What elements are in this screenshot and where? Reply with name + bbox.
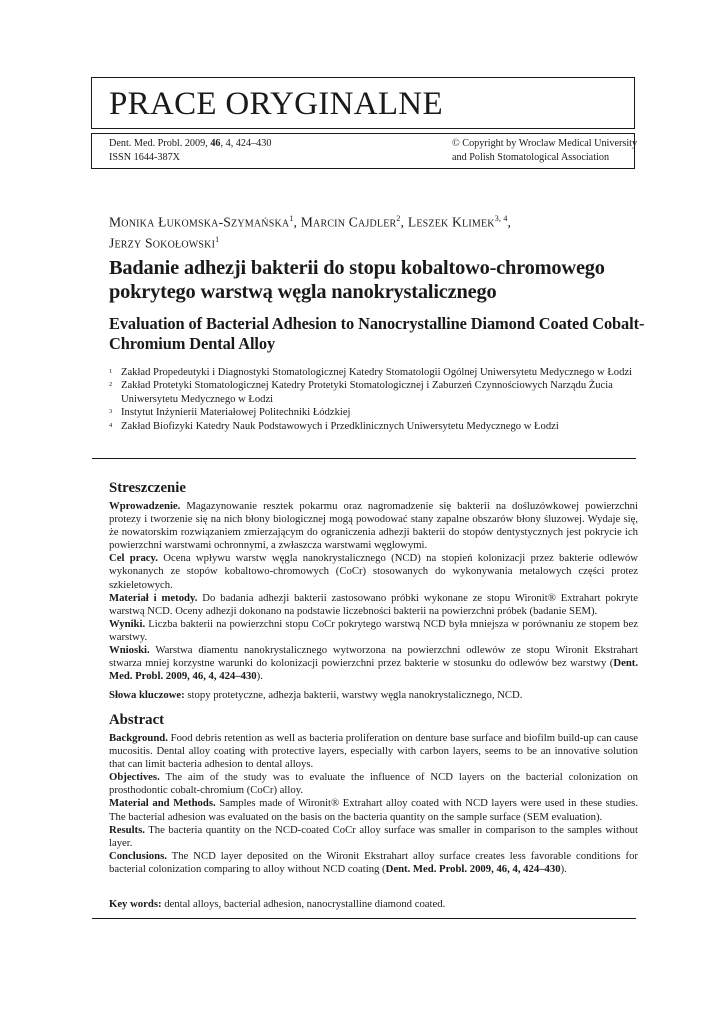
journal-citation [109,137,271,165]
affiliation-item [109,420,639,433]
paragraph-text: Liczba bakterii na powierzchni stopu CoCr pokrytego warstwą NCD była mniejsza w porównaniu ze stopem bez warstwy. [109,617,638,643]
paragraph-tail: ). [560,862,567,875]
paragraph-text: Ocena wpływu warstw węgla nanokrystalicznego (NCD) na stopień kolonizacji przez bakterie odlewów wykonanych ze stopów kobaltowo-chromowych (CoCr) stosowanych do wykonywania metalowych części protez szkieletowych. [109,552,638,591]
paragraph-text: Magazynowanie resztek pokarmu oraz nagromadzenie się bakterii na dośluzówkowej powierzchni protezy i tworzenie się na nich błony biologicznej mogą powodować stany zapalne obszarów błony śluzowej. Wydaje się, że nowatorskim rozwiązaniem zmierzającym do ograniczenia adhezji bakterii do stopów dentystycznych jest pokrycie ich powierzchni warstwami ochronnymi, a zwłaszcza warstwami węglowymi. [109,500,638,552]
affiliation-number: 1 [109,368,113,375]
affiliation-item [109,366,639,379]
paragraph-text: The NCD layer deposited on the Wironit Ekstrahart alloy surface creates less favorable conditions for bacterial colonization comparing to alloy without NCD coating ( [109,849,638,875]
paragraph-text: The bacteria quantity on the NCD-coated CoCr alloy surface was smaller in comparison to the samples without layer. [109,823,638,849]
streszczenie-paragraph [109,500,638,552]
journal-volume: 46 [210,138,221,149]
streszczenie-body [109,500,638,683]
author-name: Leszek Klimek [407,214,495,230]
copyright [452,137,637,165]
abstract-keywords [109,898,638,911]
author-name: Jerzy Sokołowski [109,235,216,251]
affiliation-text: Zakład Protetyki Stomatologicznej Katedry Protetyki Stomatologicznej i Zaburzeń Czynnościowych Narządu Żucia Uniwersytetu Medycznego w Łodzi [121,380,613,405]
abstract-body [109,732,638,876]
streszczenie-paragraph [109,618,638,644]
divider-bottom [92,918,636,919]
paragraph-text: Do badania adhezji bakterii zastosowano próbki wykonane ze stopu Wironit® Extrahart pokryte warstwą NCD. Oceny adhezji dokonano na podstawie liczebności bakterii na powierzchni próbek (badanie SEM). [109,591,639,617]
paragraph-text: Warstwa diamentu nanokrystalicznego wytworzona na powierzchni odlewów ze stopu Wironit Ekstrahart stwarza mniej korzystne warunki do kolonizacji powierzchni przez bakterie w stosunku do odlewów bez warstwy ( [109,644,638,670]
author-name: Marcin Cajdler [300,214,397,230]
affiliation-number: 2 [109,381,113,389]
paragraph-label: Objectives. [109,771,160,784]
author-separator: , [293,214,301,230]
keywords-label: Key words: [109,898,162,910]
paragraph-text: Samples made of Wironit® Extrahart alloy coated with NCD layers were used in these studies. The bacterial adhesion was evaluated on the basis on the bacteria quantity on the sample surface (SEM evaluation). [109,797,639,823]
affiliation-item [109,406,639,419]
author-affil-sup: 1 [215,234,220,244]
streszczenie-keywords [109,689,638,702]
author-separator: , [400,214,408,230]
section-title: PRACE ORYGINALNE [109,86,443,122]
paragraph-text: Food debris retention as well as bacteria proliferation on denture base surface and biofilm build-up can cause mucositis. Dental alloy coating with protective layers, especially with carbon layers, seems to be an innovative solution that can limit bacteria adhesion to dental alloys. [109,732,638,771]
paragraph-citation: Dent. Med. Probl. 2009, 46, 4, 424–430 [109,657,638,683]
paragraph-label: Results. [109,823,145,836]
article-title-english: Evaluation of Bacterial Adhesion to Nanocrystalline Diamond Coated Cobalt-Chromium Dental Alloy [109,314,645,353]
author-affil-sup: 2 [396,214,401,223]
affiliation-item [109,379,639,406]
author-separator: , [507,214,512,230]
paragraph-label: Wyniki. [109,617,146,630]
author-list [109,210,629,251]
article-title-polish: Badanie adhezji bakterii do stopu kobaltowo-chromowego pokrytego warstwą węgla nanokrystalicznego [109,257,605,303]
author-affil-sup: 1 [289,214,294,223]
abstract-heading: Abstract [109,712,165,728]
affiliation-list [109,366,639,433]
paragraph-label: Background. [109,732,168,744]
section-header-box [91,77,635,129]
abstract-paragraph [109,824,638,850]
affiliation-text: Zakład Propedeutyki i Diagnostyki Stomatologicznej Katedry Stomatologii Ogólnej Uniwersytetu Medycznego w Łodzi [121,367,633,378]
keywords-text: stopy protetyczne, adhezja bakterii, warstwy węgla nanokrystalicznego, NCD. [184,689,523,701]
author-affil-sup: 3, 4 [494,214,508,223]
divider-top [92,458,636,459]
streszczenie-paragraph [109,592,638,618]
affiliation-number: 4 [109,421,113,429]
author-name: Monika Łukomska-Szymańska [109,214,290,230]
copyright-line2: and Polish Stomatological Association [452,152,610,163]
abstract-paragraph [109,732,638,771]
paragraph-label: Material and Methods. [109,797,216,810]
keywords-line [109,898,638,911]
abstract-paragraph [109,850,638,876]
paragraph-text: The aim of the study was to evaluate the influence of NCD layers on the bacterial colonization on prosthodontic cobalt-chromium (CoCr) alloy. [109,771,638,797]
abstract-paragraph [109,771,638,797]
streszczenie-heading: Streszczenie [109,480,186,496]
streszczenie-paragraph [109,644,638,683]
affiliation-number: 3 [109,408,113,416]
paragraph-label: Wnioski. [109,644,150,657]
affiliation-text: Zakład Biofizyki Katedry Nauk Podstawowych i Przedklinicznych Uniwersytetu Medycznego w Łodzi [121,420,559,432]
paragraph-label: Wprowadzenie. [109,500,181,512]
abstract-paragraph [109,797,638,823]
paragraph-citation: Dent. Med. Probl. 2009, 46, 4, 424–430 [385,862,561,875]
paragraph-label: Materiał i metody. [109,591,198,604]
journal-line1-prefix: Dent. Med. Probl. 2009, [109,138,211,149]
copyright-line1: © Copyright by Wroclaw Medical University [452,138,638,149]
streszczenie-paragraph [109,552,638,591]
paragraph-label: Conclusions. [109,849,167,862]
affiliation-text: Instytut Inżynierii Materiałowej Politechniki Łódzkiej [121,407,351,419]
keywords-line [109,689,638,702]
paragraph-tail: ). [256,670,263,683]
keywords-text: dental alloys, bacterial adhesion, nanocrystalline diamond coated. [161,898,446,910]
journal-line1-suffix: , 4, 424–430 [220,138,272,149]
issn: ISSN 1644-387X [109,152,181,163]
journal-meta-box [91,133,638,169]
paragraph-label: Cel pracy. [109,552,158,565]
keywords-label: Słowa kluczowe: [109,689,185,701]
